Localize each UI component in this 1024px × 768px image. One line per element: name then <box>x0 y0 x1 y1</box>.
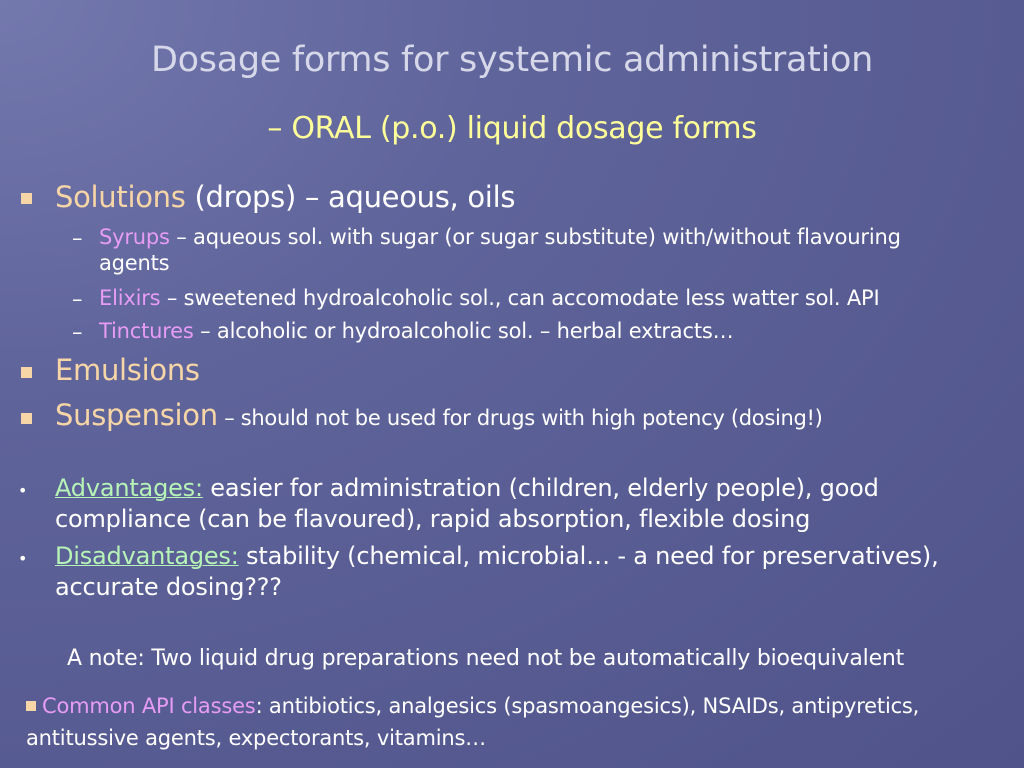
term-disadvantages: Disadvantages: <box>55 542 239 570</box>
advantages-text-cont: compliance (can be flavoured), rapid absorption, flexible dosing <box>55 505 811 533</box>
subitem-syrups <box>99 224 901 276</box>
bullet-solutions <box>55 180 515 214</box>
disadvantages-text: stability (chemical, microbial… - a need for preservatives), <box>238 542 939 570</box>
square-bullet-icon <box>26 701 36 711</box>
solutions-text: (drops) – aqueous, oils <box>185 180 516 214</box>
bullet-emulsions <box>55 353 200 387</box>
term-advantages: Advantages: <box>55 474 203 502</box>
tinctures-text: – alcoholic or hydroalcoholic sol. – herbal extracts… <box>193 319 734 343</box>
bullet-suspension <box>55 398 823 432</box>
term-syrups: Syrups <box>99 225 170 249</box>
syrups-text: – aqueous sol. with sugar (or sugar substitute) with/without flavouring <box>169 225 901 249</box>
advantages <box>55 473 1005 535</box>
suspension-text: – should not be used for drugs with high potency (dosing!) <box>217 406 823 430</box>
term-api-classes: Common API classes <box>42 694 256 718</box>
square-bullet-icon <box>21 413 32 424</box>
term-suspension: Suspension <box>55 398 218 432</box>
api-text: : antibiotics, analgesics (spasmoangesics), NSAIDs, antipyretics, <box>255 694 920 718</box>
dot-bullet-icon: • <box>18 549 28 568</box>
note-text: A note: Two liquid drug preparations need not be automatically bioequivalent <box>67 646 905 671</box>
term-solutions: Solutions <box>55 180 186 214</box>
square-bullet-icon <box>21 193 32 204</box>
slide-title: Dosage forms for systemic administration <box>151 40 873 80</box>
elixirs-text: – sweetened hydroalcoholic sol., can accomodate less watter sol. API <box>160 286 880 310</box>
term-tinctures: Tinctures <box>99 319 194 343</box>
subitem-tinctures <box>99 318 733 344</box>
advantages-text: easier for administration (children, elderly people), good <box>202 474 879 502</box>
syrups-text-cont: agents <box>99 251 170 275</box>
api-text-cont: antitussive agents, expectorants, vitamins… <box>26 726 486 750</box>
api-classes <box>26 690 1016 754</box>
slide-subtitle: – ORAL (p.o.) liquid dosage forms <box>267 111 757 146</box>
term-elixirs: Elixirs <box>99 286 161 310</box>
disadvantages-text-cont: accurate dosing??? <box>55 573 282 601</box>
dash-bullet-icon: – <box>72 320 83 344</box>
dash-bullet-icon: – <box>72 287 83 311</box>
disadvantages <box>55 541 1005 603</box>
term-emulsions: Emulsions <box>55 353 200 387</box>
dash-bullet-icon: – <box>72 226 83 250</box>
square-bullet-icon <box>21 367 32 378</box>
dot-bullet-icon: • <box>18 481 28 500</box>
subitem-elixirs <box>99 285 879 311</box>
